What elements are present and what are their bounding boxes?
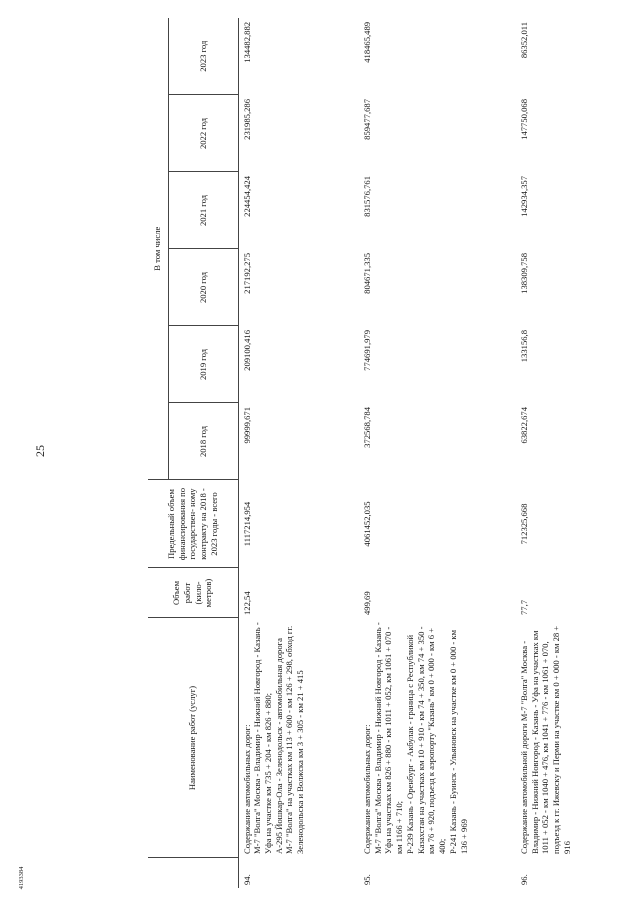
financing-table [148, 18, 598, 888]
header-year-2023: 2023 год [168, 18, 238, 95]
row-2019: 774691,979 [362, 330, 372, 371]
page-number: 25 [33, 445, 47, 457]
row-2018: 99999,671 [241, 407, 252, 444]
row-description: Содержание автомобильной дороги М-7 "Волга" Москва - Владимир - Нижний Новгород - Казань - Уфа на участках км 1011 + 052 - км 1040 + 476, км 1041 + 776 - км 1061 + 070, подъезд к гг. Ижевску и Перми на участке км 0 + 000 - км 28 + 916 [519, 625, 572, 854]
row-limit: 4061452,035 [362, 501, 372, 547]
row-2022: 231985,286 [241, 99, 252, 140]
row-volume: 499,69 [362, 591, 372, 615]
row-2021: 831576,761 [362, 176, 372, 217]
header-volume: Объем работ (кило- метров) [148, 568, 238, 618]
row-limit: 712325,668 [519, 503, 529, 545]
table-row [238, 18, 359, 888]
header-year-2021: 2021 год [168, 172, 238, 249]
row-2023: 86352,011 [519, 21, 529, 59]
row-2018: 63822,674 [519, 407, 529, 444]
header-year-2019: 2019 год [168, 326, 238, 403]
table-row [359, 18, 516, 888]
row-2021: 142934,357 [519, 176, 529, 217]
row-number: 94. [238, 858, 359, 888]
row-description: Содержание автомобильных дорог: М-7 "Волга" Москва - Владимир - Нижний Новгород - Казань - Уфа на участке км 735 + 204 - км 826 + 880; А-295 Йошкар-Ола - Зеленодольск - автомобильная дорога М-7 "Волга" на участках км 113 + 600 - км 126 + 298, обход гг. Зеленодольска и Волжска км 3 + 305 - км 21 + 415 [241, 622, 306, 854]
header-name: Наименование работ (услуг) [148, 618, 238, 858]
row-2019: 209100,416 [241, 330, 252, 371]
row-volume: 77,7 [519, 599, 529, 615]
row-2022: 147750,068 [519, 99, 529, 140]
row-2020: 217192,275 [241, 253, 252, 294]
row-2019: 133156,8 [519, 330, 529, 363]
header-year-2022: 2022 год [168, 95, 238, 172]
table-row [516, 18, 598, 888]
row-2021: 224454,424 [241, 176, 252, 217]
header-year-2018: 2018 год [168, 403, 238, 480]
header-limit: Предельный объем финансирования по государствен- ному контракту на 2018 - 2023 годы - всего [148, 480, 238, 568]
row-2018: 372568,784 [362, 407, 372, 448]
row-number: 95. [362, 874, 372, 885]
row-description: Содержание автомобильных дорог: М-7 "Волга" Москва - Владимир - Нижний Новгород - Казань - Уфа на участках км 826 + 880 - км 1011 + 052, км 1061 + 070 - км 1166 + 710; Р-239 Казань - Оренбург - Акбулак - граница с Республикой Казахстан на участках км 10 + 910 - км 74 + 350, км 74 + 350 - км 76 + 920, подъезд к аэропорту "Казань" км 0 + 000 - км 6 + 400; Р-241 Казань - Буинск - Ульяновск на участке км 0 + 000 - км 136 + 969 [362, 622, 469, 854]
row-2022: 859477,687 [362, 99, 372, 140]
header-including: В том числе [148, 18, 168, 480]
rotated-table-container [148, 18, 620, 888]
row-2020: 804671,335 [362, 253, 372, 294]
header-empty [148, 858, 238, 888]
row-2023: 418465,489 [362, 21, 372, 63]
row-volume: 122,54 [241, 591, 252, 615]
document-code: 4193384 [18, 866, 25, 890]
row-2020: 138309,758 [519, 253, 529, 294]
row-2023: 134482,882 [241, 21, 252, 63]
header-year-2020: 2020 год [168, 249, 238, 326]
row-number: 96. [519, 874, 529, 885]
row-limit: 1117214,954 [241, 501, 252, 547]
